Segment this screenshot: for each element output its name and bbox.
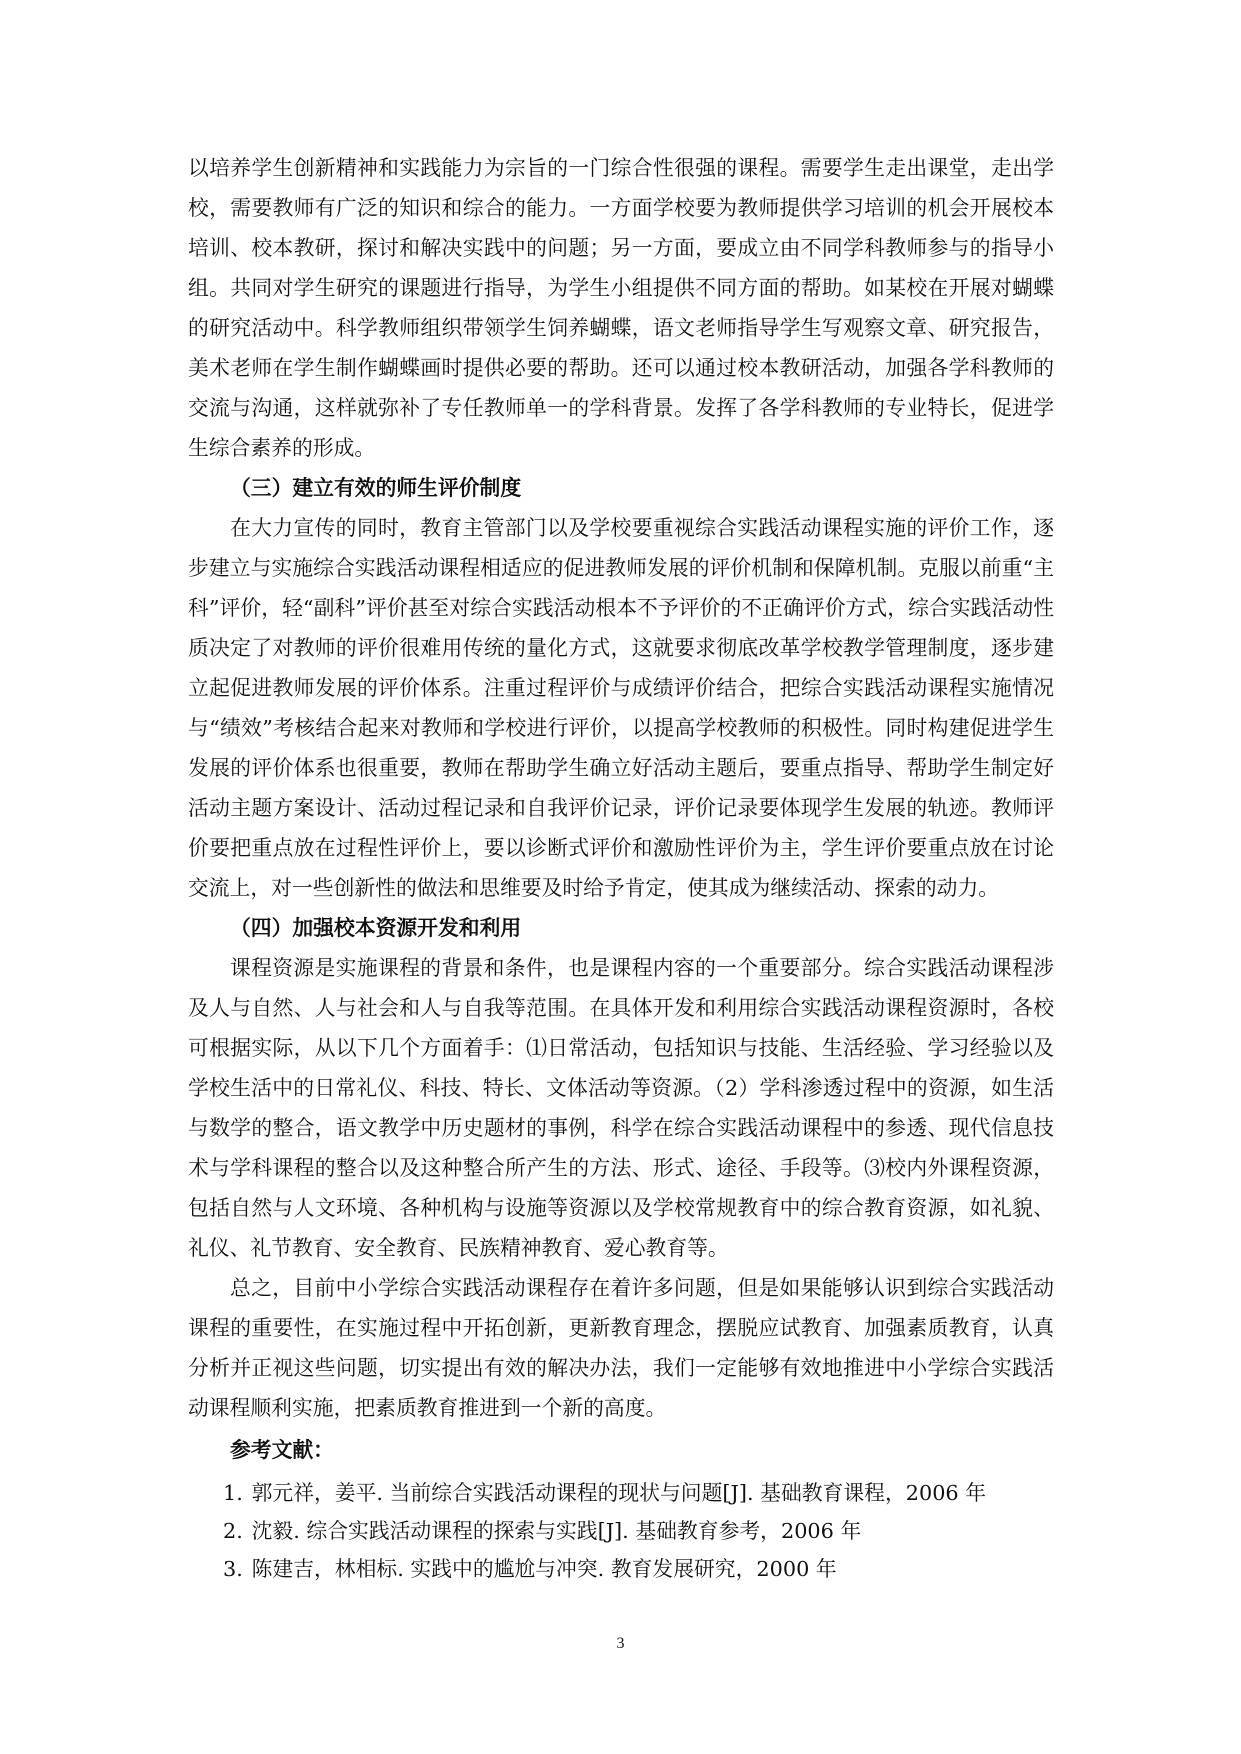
references-title: 参考文献： xyxy=(230,1438,334,1462)
paragraph-continuation: 以培养学生创新精神和实践能力为宗旨的一门综合性很强的课程。需要学生走出课堂，走出学校，需要教师有广泛的知识和综合的能力。一方面学校要为教师提供学习培训的机会开展校本培训、校本教研，探讨和解决实践中的问题；另一方面，要成立由不同学科教师参与的指导小组。共同对学生研究的课题进行指导，为学生小组提供不同方面的帮助。如某校在开展对蝴蝶的研究活动中。科学教师组织带领学生饲养蝴蝶，语文老师指导学生写观察文章、研究报告，美术老师在学生制作蝴蝶画时提供必要的帮助。还可以通过校本教研活动，加强各学科教师的交流与沟通，这样就弥补了专任教师单一的学科背景。发挥了各学科教师的专业特长，促进学生综合素养的形成。 xyxy=(188,156,1054,460)
section-heading-4: （四）加强校本资源开发和利用 xyxy=(230,916,522,940)
section-3-paragraph: 在大力宣传的同时，教育主管部门以及学校要重视综合实践活动课程实施的评价工作，逐步建立与实施综合实践活动课程相适应的促进教师发展的评价机制和保障机制。克服以前重“主科”评价，轻“副科”评价甚至对综合实践活动根本不予评价的不正确评价方式，综合实践活动性质决定了对教师的评价很难用传统的量化方式，这就要求彻底改革学校教学管理制度，逐步建立起促进教师发展的评价体系。注重过程评价与成绩评价结合，把综合实践活动课程实施情况与“绩效”考核结合起来对教师和学校进行评价，以提高学校教师的积极性。同时构建促进学生发展的评价体系也很重要，教师在帮助学生确立好活动主题后，要重点指导、帮助学生制定好活动主题方案设计、活动过程记录和自我评价记录，评价记录要体现学生发展的轨迹。教师评价要把重点放在过程性评价上，要以诊断式评价和激励性评价为主，学生评价要重点放在讨论交流上，对一些创新性的做法和思维要及时给予肯定，使其成为继续活动、探索的动力。 xyxy=(188,516,1054,900)
section-4-paragraph: 课程资源是实施课程的背景和条件，也是课程内容的一个重要部分。综合实践活动课程涉及人与自然、人与社会和人与自我等范围。在具体开发和利用综合实践活动课程资源时，各校可根据实际，从以下几个方面着手：⑴日常活动，包括知识与技能、生活经验、学习经验以及学校生活中的日常礼仪、科技、特长、文体活动等资源。（2）学科渗透过程中的资源，如生活与数学的整合，语文教学中历史题材的事例，科学在综合实践活动课程中的参透、现代信息技术与学科课程的整合以及这种整合所产生的方法、形式、途径、手段等。⑶校内外课程资源，包括自然与人文环境、各种机构与设施等资源以及学校常规教育中的综合教育资源，如礼貌、礼仪、礼节教育、安全教育、民族精神教育、爱心教育等。 xyxy=(188,956,1054,1260)
reference-text: 陈建吉，林相标. 实践中的尴尬与冲突. 教育发展研究，2000 年 xyxy=(251,1557,837,1581)
reference-item xyxy=(223,1512,1054,1550)
conclusion-paragraph: 总之，目前中小学综合实践活动课程存在着许多问题，但是如果能够认识到综合实践活动课程的重要性，在实施过程中开拓创新，更新教育理念，摆脱应试教育、加强素质教育，认真分析并正视这些问题，切实提出有效的解决办法，我们一定能够有效地推进中小学综合实践活动课程顺利实施，把素质教育推进到一个新的高度。 xyxy=(188,1276,1054,1420)
reference-number: 2. xyxy=(223,1519,243,1543)
document-body xyxy=(188,148,1054,1588)
section-heading-3: （三）建立有效的师生评价制度 xyxy=(230,476,522,500)
reference-text: 郭元祥，姜平. 当前综合实践活动课程的现状与问题[J]. 基础教育课程，2006 年 xyxy=(251,1481,987,1505)
reference-text: 沈毅. 综合实践活动课程的探索与实践[J]. 基础教育参考，2006 年 xyxy=(251,1519,862,1543)
reference-number: 1. xyxy=(223,1481,243,1505)
reference-item xyxy=(223,1550,1054,1588)
references-list xyxy=(188,1474,1054,1588)
reference-number: 3. xyxy=(223,1557,243,1581)
reference-item xyxy=(223,1474,1054,1512)
page-number: 3 xyxy=(616,1635,625,1652)
